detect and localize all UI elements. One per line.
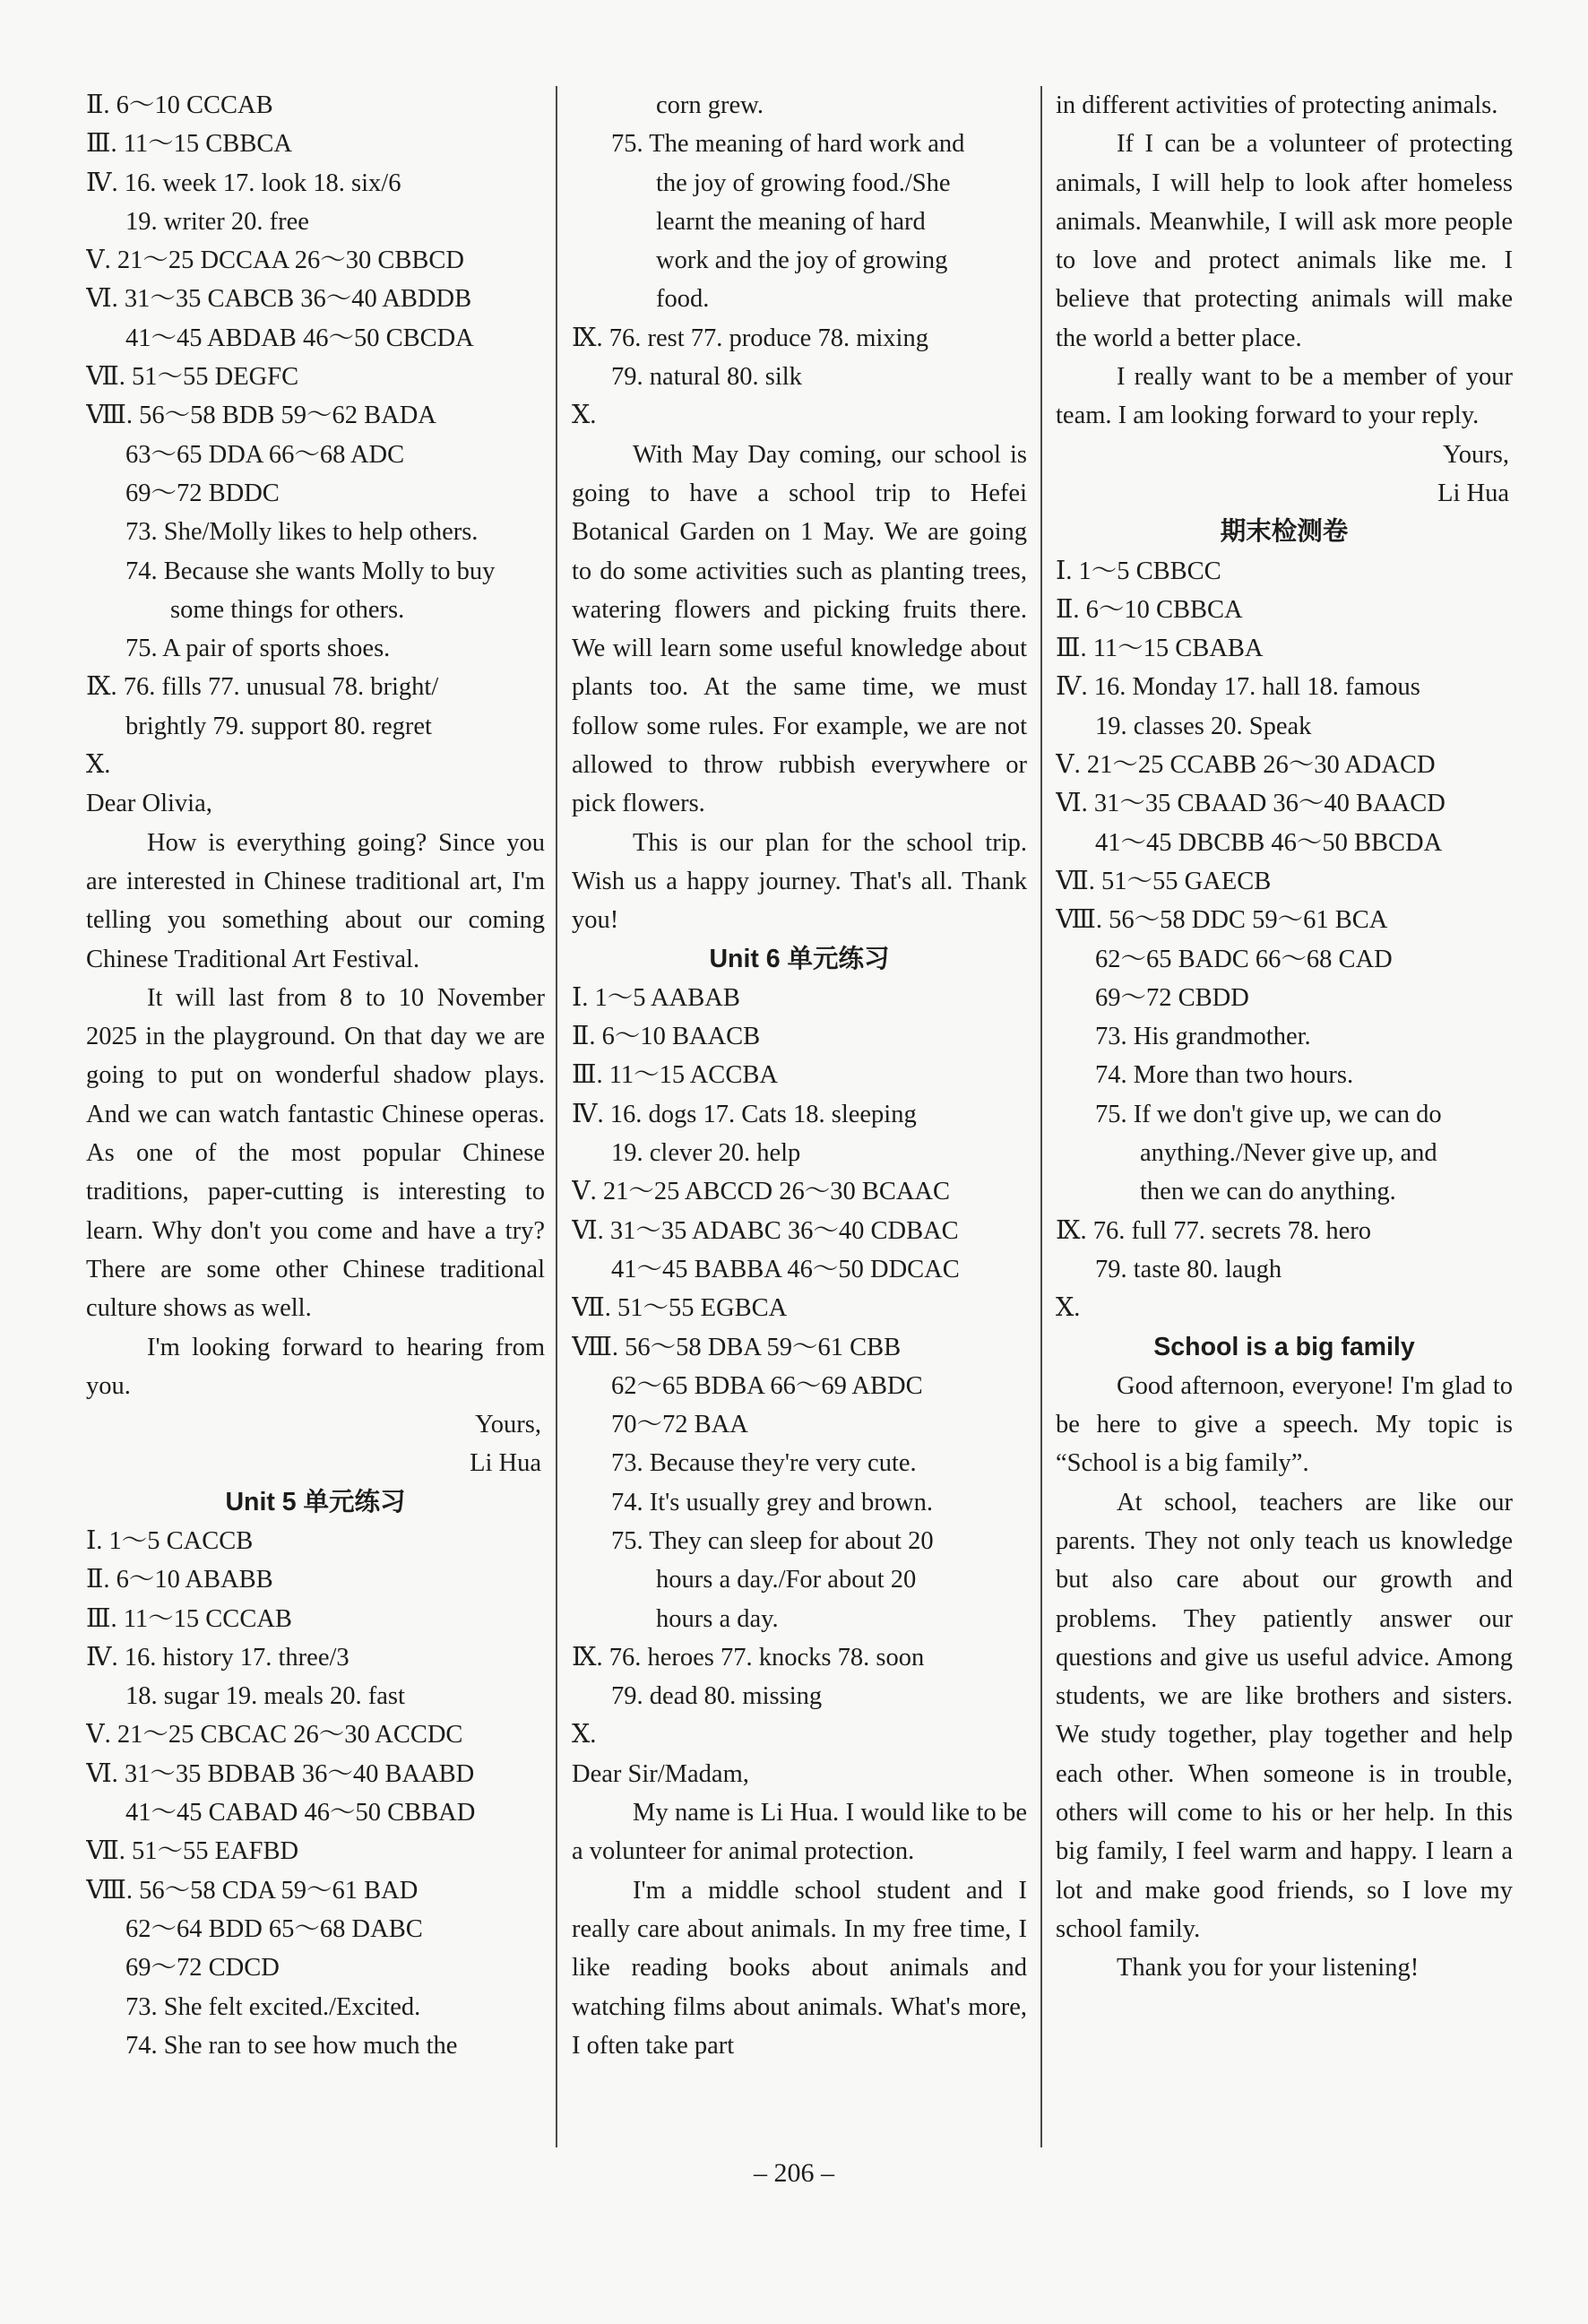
answer-line: Ⅸ. 76. heroes 77. knocks 78. soon [572,1643,925,1672]
answer-line: 74. Because she wants Molly to buy [125,557,496,585]
answer-line: Ⅳ. 16. dogs 17. Cats 18. sleeping [572,1100,917,1128]
speech-title: School is a big family [1153,1332,1415,1361]
speech-paragraph: At school, teachers are like our parents. They not only teach us knowledge but also care about our growth and problems. They patiently answer our questions and give us useful advice. Among students, we are like brothers and sisters. We study together, play together and help each other. When someone is in trouble, others will come to his or her help. In this big family, I feel warm and happy. I learn a lot and make good friends, so I love my school family. [1056,1488,1513,1943]
answer-line: Ⅳ. 16. Monday 17. hall 18. famous [1056,673,1420,702]
answer-line: 75. A pair of sports shoes. [125,635,391,663]
answer-line: Ⅵ. 31～35 CBAAD 36～40 BAACD [1056,790,1446,818]
answer-line: 62～64 BDD 65～68 DABC [125,1914,423,1943]
answer-line: 41～45 CABAD 46～50 CBBAD [125,1799,476,1827]
answer-line: 19. classes 20. Speak [1095,712,1312,740]
letter-paragraph: in different activities of protecting animals. [1056,91,1498,119]
unit-5-title: Unit 5 单元练习 [225,1487,406,1516]
essay-paragraph: This is our plan for the school trip. Wish us a happy journey. That's all. Thank you! [572,828,1027,935]
answer-line: Ⅹ. [1056,1294,1081,1323]
letter-paragraph: If I can be a volunteer of protecting animals, I will help to look after homeless animals. Meanwhile, I will ask more people to love and protect animals like me. I believe that protecting animals will make the world a better place. [1056,130,1513,352]
answer-line: Ⅵ. 31～35 ADABC 36～40 CDBAC [572,1216,959,1245]
answer-line: Ⅳ. 16. week 17. look 18. six/6 [86,168,401,197]
answer-line: Ⅷ. 56～58 DBA 59～61 CBB [572,1333,902,1361]
answer-line: 79. taste 80. laugh [1095,1255,1282,1283]
answer-line: Ⅴ. 21～25 CBCAC 26～30 ACCDC [86,1721,463,1749]
answer-line: some things for others. [170,595,405,624]
answer-line: 79. natural 80. silk [611,363,802,392]
unit-6-title: Unit 6 单元练习 [709,944,890,973]
answer-line: Ⅹ. [572,402,597,430]
answer-line: 62～65 BDBA 66～69 ABDC [611,1371,923,1400]
answer-line: Ⅴ. 21～25 DCCAA 26～30 CBBCD [86,246,465,275]
answer-line: 75. If we don't give up, we can do [1095,1100,1442,1128]
answer-line: Ⅲ. 11～15 CBBCA [86,130,292,159]
letter-signature: Li Hua [1437,479,1509,507]
answer-line: 19. writer 20. free [125,207,309,236]
letter-paragraph: I really want to be a member of your team. I am looking forward to your reply. [1056,363,1513,430]
letter-closing: Yours, [475,1411,541,1439]
answer-line: Ⅰ. 1～5 AABAB [572,983,740,1012]
answer-line: 73. Because they're very cute. [611,1449,917,1478]
answer-line: 62～65 BADC 66～68 CAD [1095,945,1393,973]
answer-line: Ⅶ. 51～55 EAFBD [86,1837,299,1866]
answer-line: brightly 79. support 80. regret [125,712,432,740]
answer-line: 69～72 CDCD [125,1954,280,1983]
answer-line: anything./Never give up, and [1140,1139,1437,1168]
answer-line: Ⅴ. 21～25 ABCCD 26～30 BCAAC [572,1178,951,1206]
answer-line: Ⅳ. 16. history 17. three/3 [86,1643,350,1672]
answer-line: 19. clever 20. help [611,1139,801,1168]
answer-line: 75. They can sleep for about 20 [611,1526,934,1555]
letter-paragraph: It will last from 8 to 10 November 2025 in the playground. On that day we are going to put on wonderful shadow plays. And we can watch fantastic Chinese operas. As one of the most popular Chinese traditions, paper-cutting is interesting to learn. Why don't you come and have a try? There are some other Chinese traditional culture shows as well. [86,983,545,1323]
answer-line: 73. She felt excited./Excited. [125,1992,421,2021]
answer-line: Ⅱ. 6～10 BAACB [572,1023,761,1051]
answer-line: 69～72 CBDD [1095,983,1249,1012]
answer-line: hours a day. [656,1604,779,1633]
answer-line: Ⅵ. 31～35 BDBAB 36～40 BAABD [86,1759,475,1788]
answer-line: 74. She ran to see how much the [125,2031,458,2060]
answer-line: the joy of growing food./She [656,168,951,197]
answer-line: 74. It's usually grey and brown. [611,1488,933,1516]
letter-paragraph: I'm looking forward to hearing from you. [86,1333,545,1400]
answer-line: Ⅶ. 51～55 EGBCA [572,1294,788,1323]
answer-line: 41～45 DBCBB 46～50 BBCDA [1095,828,1443,857]
letter-paragraph: My name is Li Hua. I would like to be a volunteer for animal protection. [572,1799,1027,1866]
answer-line: food. [656,285,710,314]
answer-line: hours a day./For about 20 [656,1566,917,1594]
answer-line: learnt the meaning of hard [656,207,926,236]
answer-line: 41～45 ABDAB 46～50 CBCDA [125,324,474,352]
answer-line: Ⅹ. [572,1721,597,1749]
answer-line: Ⅲ. 11～15 CBABA [1056,635,1264,663]
answer-line: Ⅱ. 6～10 CCCAB [86,91,273,119]
answer-line: 75. The meaning of hard work and [611,130,965,159]
answer-line: Ⅱ. 6～10 CBBCA [1056,595,1243,624]
answer-line: Ⅷ. 56～58 DDC 59～61 BCA [1056,906,1388,935]
letter-salutation: Dear Sir/Madam, [572,1759,749,1788]
answer-line: Ⅶ. 51～55 GAECB [1056,867,1272,895]
answer-line: Ⅹ. [86,751,111,780]
column-middle [572,86,1027,2065]
answer-line: Ⅲ. 11～15 ACCBA [572,1061,778,1090]
answer-line: Ⅶ. 51～55 DEGFC [86,363,299,392]
column-right [1056,86,1513,1988]
answer-line: then we can do anything. [1140,1178,1396,1206]
answer-line: Ⅷ. 56～58 CDA 59～61 BAD [86,1876,419,1905]
answer-line: 18. sugar 19. meals 20. fast [125,1682,405,1711]
answer-line: 74. More than two hours. [1095,1061,1354,1090]
answer-line: Ⅱ. 6～10 ABABB [86,1566,273,1594]
letter-salutation: Dear Olivia, [86,790,212,818]
column-divider [556,86,557,2147]
answer-line: Ⅷ. 56～58 BDB 59～62 BADA [86,402,436,430]
speech-paragraph: Thank you for your listening! [1117,1954,1420,1983]
answer-line: 73. His grandmother. [1095,1023,1311,1051]
answer-line: work and the joy of growing [656,246,948,275]
answer-line: Ⅸ. 76. full 77. secrets 78. hero [1056,1216,1372,1245]
final-exam-title: 期末检测卷 [1220,517,1349,547]
answer-line: Ⅸ. 76. fills 77. unusual 78. bright/ [86,673,439,702]
letter-paragraph: How is everything going? Since you are interested in Chinese traditional art, I'm telling you something about our coming Chinese Traditional Art Festival. [86,828,545,973]
answer-line: Ⅴ. 21～25 CCABB 26～30 ADACD [1056,751,1436,780]
answer-line: 63～65 DDA 66～68 ADC [125,440,405,469]
speech-paragraph: Good afternoon, everyone! I'm glad to be here to give a speech. My topic is “School is a big family”. [1056,1371,1513,1478]
column-left [86,86,545,2065]
answer-line: 70～72 BAA [611,1411,748,1439]
answer-line: Ⅰ. 1～5 CBBCC [1056,557,1221,585]
letter-paragraph: I'm a middle school student and I really care about animals. In my free time, I like reading books about animals and watching films about animals. What's more, I often take part [572,1876,1027,2060]
answer-line: Ⅰ. 1～5 CACCB [86,1526,254,1555]
answer-line: corn grew. [656,91,764,119]
answer-line: Ⅵ. 31～35 CABCB 36～40 ABDDB [86,285,472,314]
page-number: – 206 – [754,2158,834,2188]
answer-line: Ⅲ. 11～15 CCCAB [86,1604,292,1633]
column-divider [1040,86,1042,2147]
answer-line: 69～72 BDDC [125,479,280,507]
answer-line: 79. dead 80. missing [611,1682,823,1711]
essay-paragraph: With May Day coming, our school is going to have a school trip to Hefei Botanical Garden on 1 May. We are going to do some activities such as planting trees, watering flowers and picking fruits there. We will learn some useful knowledge about plants too. At the same time, we must follow some rules. For example, we are not allowed to throw rubbish everywhere or pick flowers. [572,440,1027,818]
letter-signature: Li Hua [470,1449,541,1478]
answer-line: Ⅸ. 76. rest 77. produce 78. mixing [572,324,928,352]
answer-line: 41～45 BABBA 46～50 DDCAC [611,1255,960,1283]
letter-closing: Yours, [1443,440,1509,469]
answer-line: 73. She/Molly likes to help others. [125,518,479,547]
